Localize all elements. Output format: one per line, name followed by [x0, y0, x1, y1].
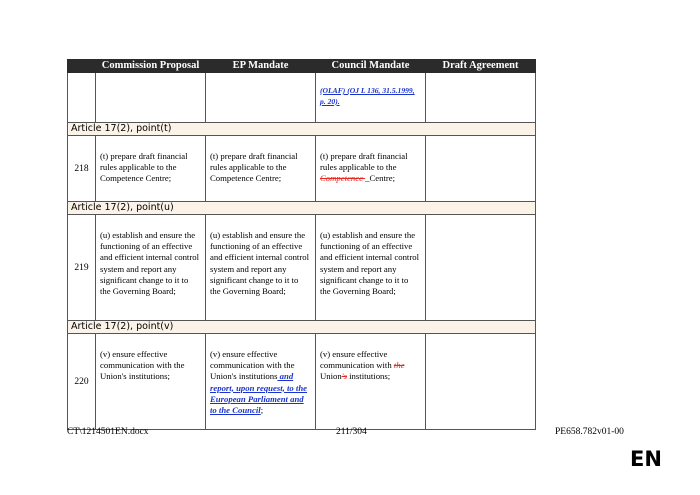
- row-number: 220: [68, 334, 96, 430]
- council-deletion: Competence: [320, 173, 366, 184]
- commission-text: (u) establish and ensure the functioning of an effective and efficient internal control system and report any significant change to it to the Governing Board;: [96, 215, 206, 321]
- draft-text: [426, 215, 536, 321]
- row-number: 219: [68, 215, 96, 321]
- ep-text: (u) establish and ensure the functioning of an effective and efficient internal control system and report any significant change to it to the Governing Board;: [206, 215, 316, 321]
- header-commission-proposal: Commission Proposal: [96, 60, 206, 73]
- ep-cell: [206, 73, 316, 123]
- footer-page-number: 211/304: [336, 427, 367, 437]
- table-row: [68, 334, 536, 430]
- council-cell: [316, 73, 426, 123]
- council-text-part: institutions;: [346, 371, 391, 382]
- council-deletion: the: [393, 360, 405, 371]
- council-text-part: Union: [320, 371, 342, 382]
- commission-text: (v) ensure effective communication with the Union's institutions;: [96, 334, 206, 430]
- article-heading: Article 17(2), point(v): [68, 321, 536, 334]
- ep-insertion: and report, upon request, to the European Parliament and to the Council: [210, 371, 308, 416]
- table-row-continued: [68, 73, 536, 123]
- footer-doc-name: CT\1214501EN.docx: [67, 427, 149, 437]
- council-deletion: 's: [341, 371, 347, 382]
- council-text-part: _Centre;: [365, 173, 396, 184]
- comparison-table: [67, 59, 536, 430]
- table-header-row: [68, 60, 536, 73]
- article-heading-row: [68, 123, 536, 136]
- ep-text: (t) prepare draft financial rules applicable to the Competence Centre;: [206, 136, 316, 202]
- language-code: EN: [630, 447, 662, 471]
- draft-cell: [426, 73, 536, 123]
- header-number: [68, 60, 96, 73]
- article-heading-row: [68, 321, 536, 334]
- footer-reference: PE658.782v01-00: [555, 427, 624, 437]
- header-draft-agreement: Draft Agreement: [426, 60, 536, 73]
- row-number-cell: [68, 73, 96, 123]
- draft-text: [426, 334, 536, 430]
- article-heading-row: [68, 202, 536, 215]
- article-heading: Article 17(2), point(t): [68, 123, 536, 136]
- commission-text: (t) prepare draft financial rules applicable to the Competence Centre;: [96, 136, 206, 202]
- header-council-mandate: Council Mandate: [316, 60, 426, 73]
- ep-text-part: (v) ensure effective communication with the Union's institutions: [210, 349, 295, 382]
- council-text-part: (v) ensure effective communication with: [320, 349, 394, 371]
- draft-text: [426, 136, 536, 202]
- council-text: (u) establish and ensure the functioning of an effective and efficient internal control system and report any significant change to it to the Governing Board;: [316, 215, 426, 321]
- ep-text: [206, 334, 316, 430]
- table-row: [68, 215, 536, 321]
- council-text: [316, 136, 426, 202]
- ep-text-part: ;: [260, 405, 264, 416]
- article-heading: Article 17(2), point(u): [68, 202, 536, 215]
- commission-cell: [96, 73, 206, 123]
- table-row: [68, 136, 536, 202]
- council-text-part: (t) prepare draft financial rules applicable to the: [320, 151, 408, 173]
- header-ep-mandate: EP Mandate: [206, 60, 316, 73]
- council-text: [316, 334, 426, 430]
- row-number: 218: [68, 136, 96, 202]
- council-insertion: (OLAF) (OJ L 136, 31.5.1999, p. 20).: [320, 86, 415, 106]
